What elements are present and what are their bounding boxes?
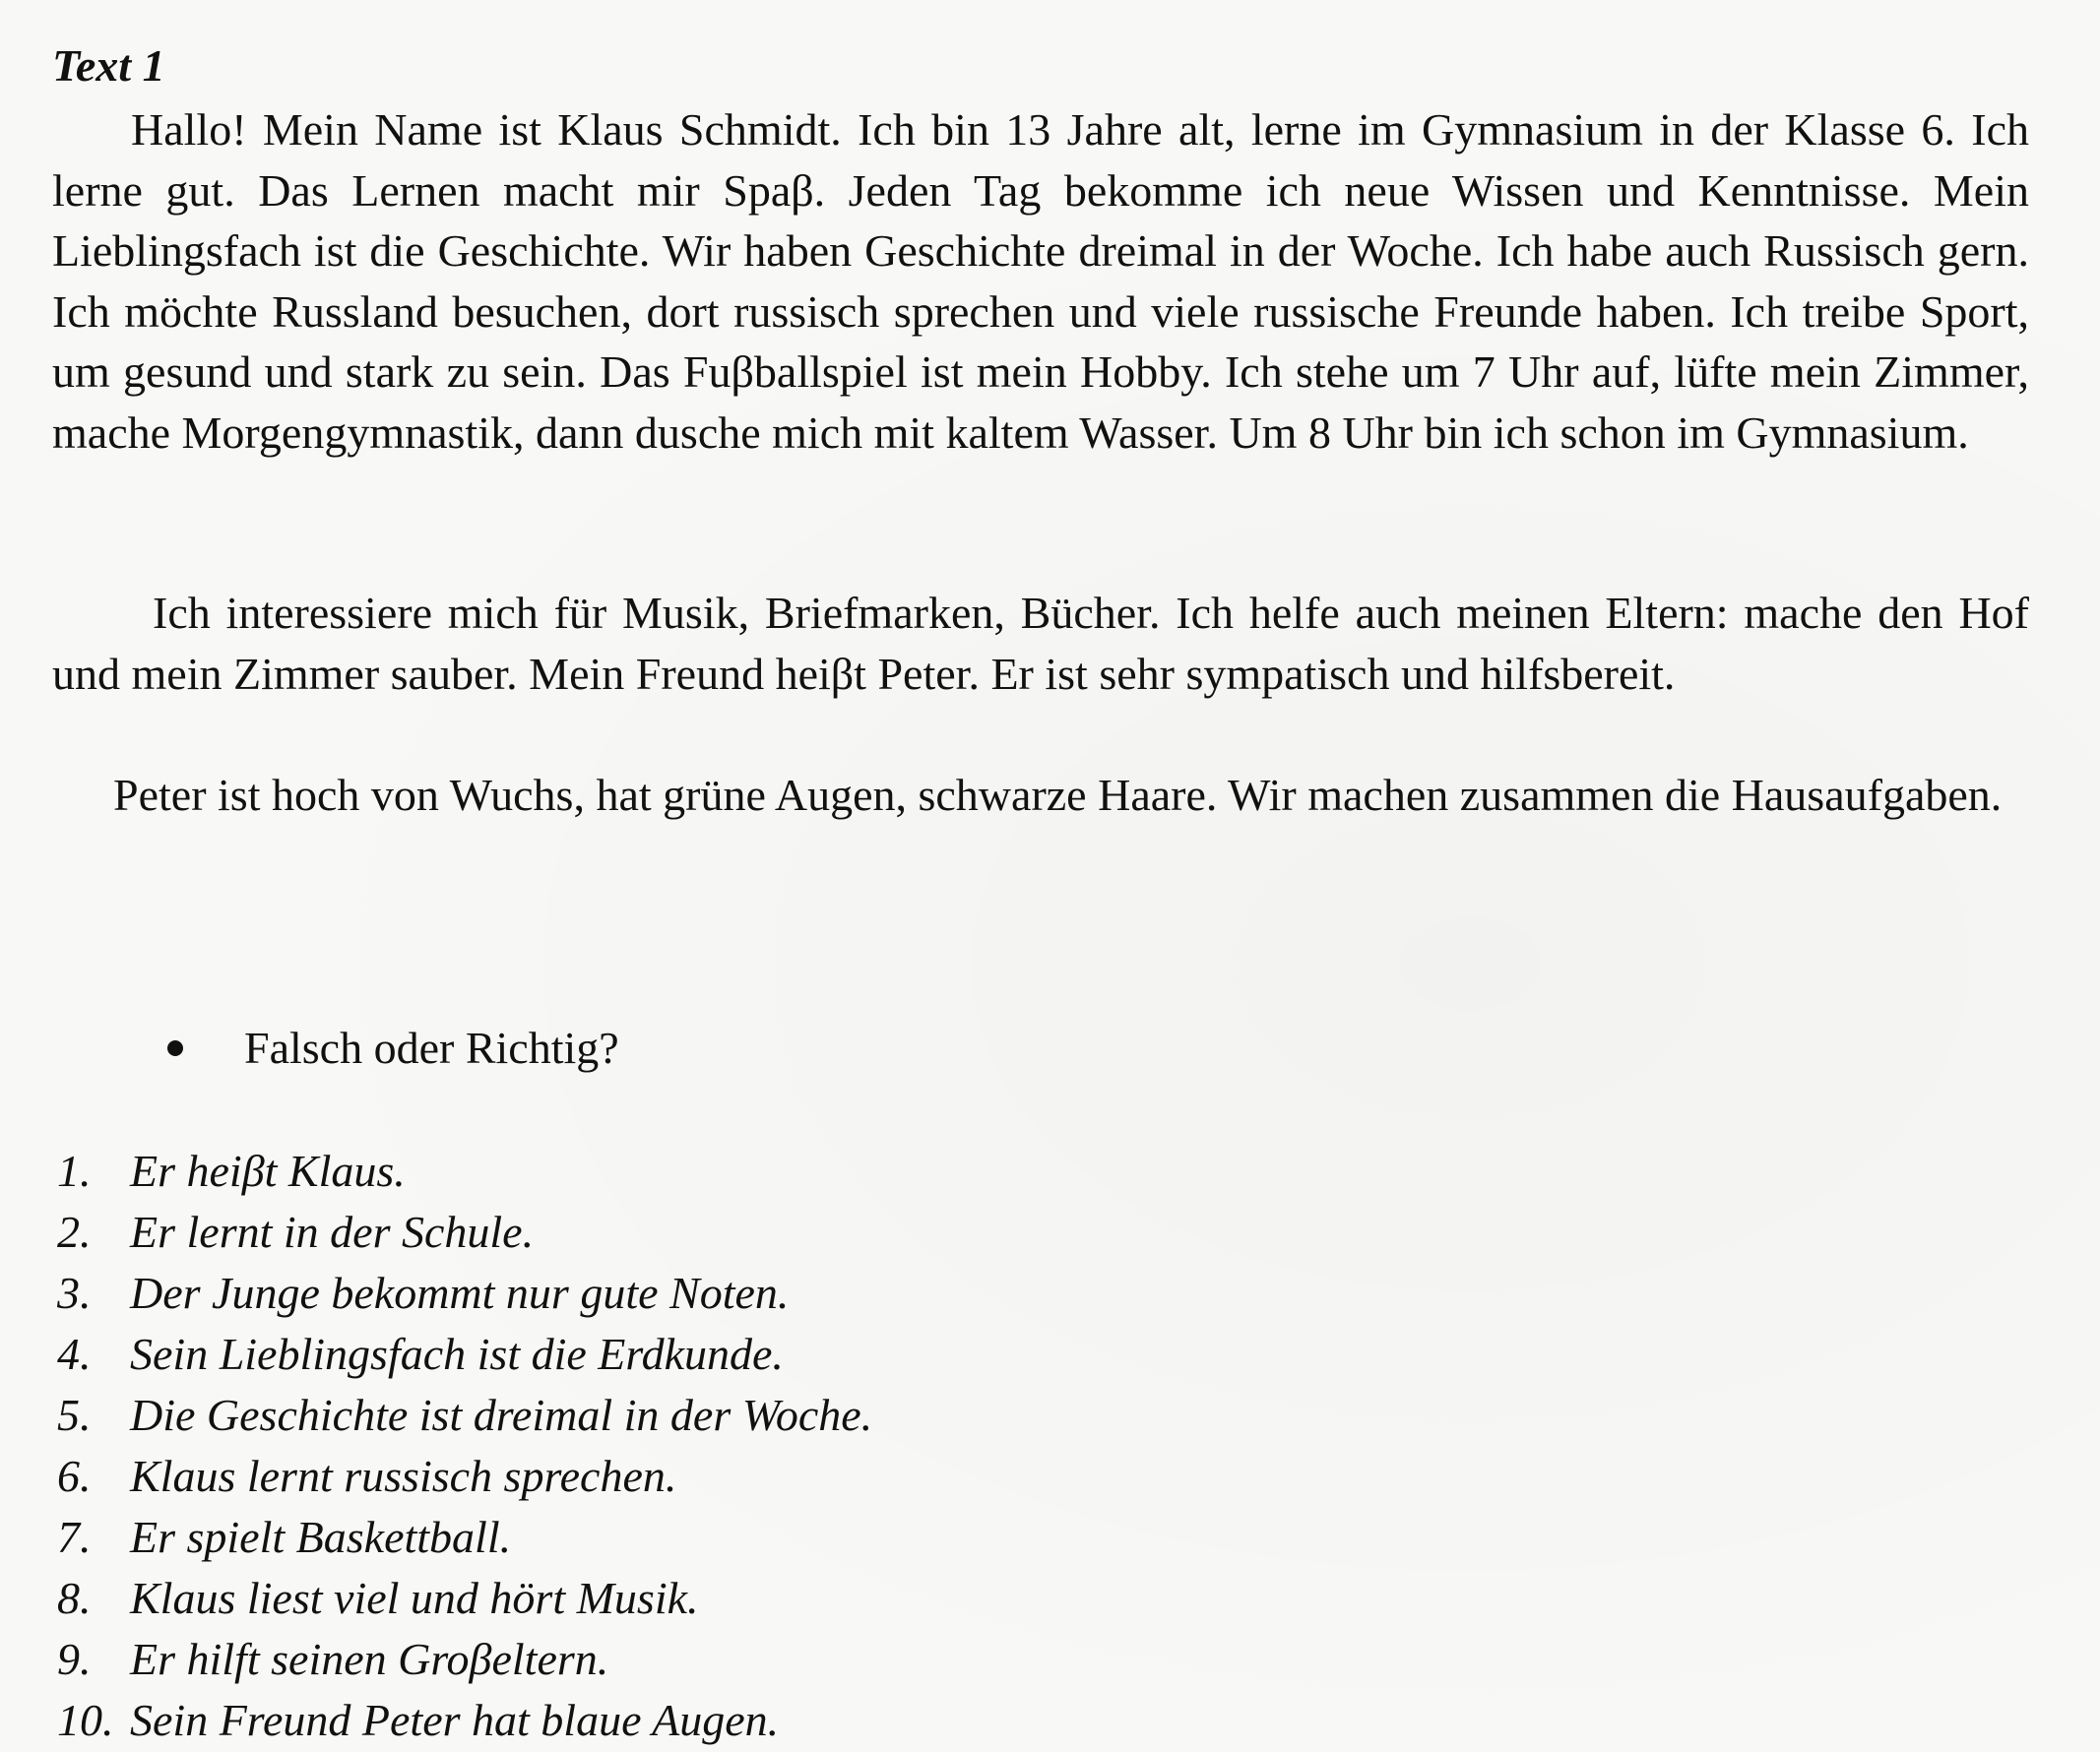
statement-item: [57, 1202, 872, 1263]
statement-number: 9.: [57, 1634, 92, 1684]
statement-number: 6.: [57, 1451, 92, 1501]
statement-text: Klaus lernt russisch sprechen.: [130, 1451, 677, 1501]
statement-text: Er lernt in der Schule.: [130, 1207, 535, 1257]
statement-item: [57, 1507, 872, 1568]
statement-text: Die Geschichte ist dreimal in der Woche.: [130, 1390, 873, 1440]
statement-number: 5.: [57, 1390, 92, 1440]
statement-number: 7.: [57, 1512, 92, 1562]
statement-text: Er spielt Baskettball.: [130, 1512, 512, 1562]
page-title: Text 1: [52, 40, 165, 91]
statement-text: Er heiβt Klaus.: [130, 1146, 406, 1196]
statement-text: Klaus liest viel und hört Musik.: [130, 1573, 699, 1623]
statement-item: [57, 1385, 872, 1446]
paragraph-2: Ich interessiere mich für Musik, Briefmarken, Bücher. Ich helfe auch meinen Eltern: mache den Hof und mein Zimmer sauber. Mein Freund heiβt Peter. Er ist sehr sympatisch und hilfsbereit.: [52, 588, 2029, 699]
statement-number: 10.: [57, 1695, 114, 1745]
statement-text: Sein Lieblingsfach ist die Erdkunde.: [130, 1329, 784, 1379]
statement-number: 4.: [57, 1329, 92, 1379]
statement-item: [57, 1568, 872, 1629]
statement-item: [57, 1629, 872, 1690]
statement-item: [57, 1324, 872, 1385]
statement-item: [57, 1446, 872, 1507]
task-heading-text: Falsch oder Richtig?: [244, 1023, 619, 1073]
statement-text: Der Junge bekommt nur gute Noten.: [130, 1268, 790, 1318]
paragraph-3: Peter ist hoch von Wuchs, hat grüne Augen, schwarze Haare. Wir machen zusammen die Hausaufgaben.: [113, 770, 2003, 820]
task-heading: [167, 1018, 619, 1079]
bullet-icon: [167, 1040, 183, 1056]
statement-item: [57, 1690, 872, 1751]
paragraph-1: Hallo! Mein Name ist Klaus Schmidt. Ich bin 13 Jahre alt, lerne im Gymnasium in der Klasse 6. Ich lerne gut. Das Lernen macht mir Spaβ. Jeden Tag bekomme ich neue Wissen und Kenntnisse. Mein Lieblingsfach ist die Geschichte. Wir haben Geschichte dreimal in der Woche. Ich habe auch Russisch gern. Ich möchte Russland besuchen, dort russisch sprechen und viele russische Freunde haben. Ich treibe Sport, um gesund und stark zu sein. Das Fuβballspiel ist mein Hobby. Ich stehe um 7 Uhr auf, lüfte mein Zimmer, mache Morgengymnastik, dann dusche mich mit kaltem Wasser. Um 8 Uhr bin ich schon im Gymnasium.: [52, 104, 2029, 458]
statement-list: [57, 1141, 872, 1751]
statement-number: 1.: [57, 1146, 92, 1196]
statement-number: 2.: [57, 1207, 92, 1257]
statement-item: [57, 1263, 872, 1324]
statement-number: 8.: [57, 1573, 92, 1623]
statement-number: 3.: [57, 1268, 92, 1318]
statement-item: [57, 1141, 872, 1202]
statement-text: Er hilft seinen Groβeltern.: [130, 1634, 609, 1684]
statement-text: Sein Freund Peter hat blaue Augen.: [130, 1695, 780, 1745]
